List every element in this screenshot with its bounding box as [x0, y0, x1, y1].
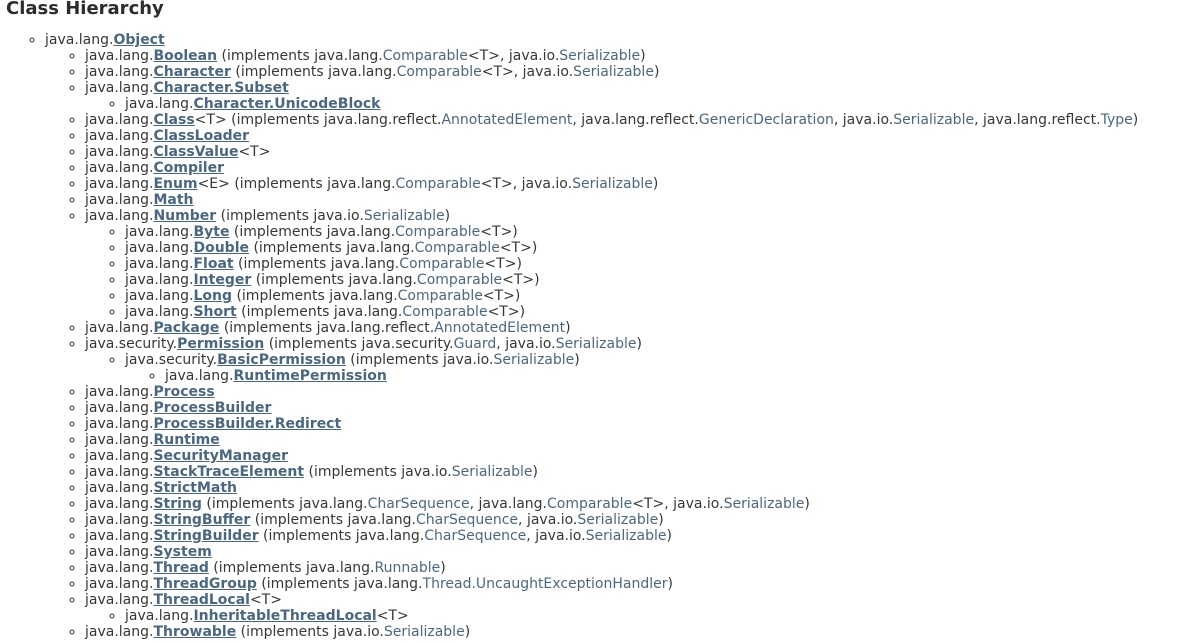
interface-package: java.io. — [521, 176, 573, 192]
package-name: java.lang. — [85, 448, 154, 464]
package-name: java.lang. — [85, 208, 154, 224]
class-link[interactable]: StrictMath — [153, 480, 237, 496]
class-link[interactable]: Thread — [153, 560, 209, 576]
package-name: java.lang. — [85, 384, 154, 400]
interface-package: java.lang.reflect. — [323, 112, 442, 128]
hierarchy-item — [85, 112, 1180, 128]
implements-label: (implements — [250, 512, 348, 528]
hierarchy-item — [125, 96, 1180, 112]
implements-close: ) — [444, 208, 451, 224]
type-parameter: <T> — [481, 64, 514, 80]
class-link[interactable]: Math — [153, 192, 194, 208]
class-link[interactable]: Package — [153, 320, 220, 336]
package-name: java.lang. — [85, 576, 154, 592]
interface-link[interactable]: Comparable — [402, 304, 488, 320]
separator: , — [518, 512, 527, 528]
interface-package: java.io. — [442, 352, 494, 368]
package-name: java.lang. — [85, 320, 154, 336]
implements-close: ) — [440, 560, 446, 576]
hierarchy-item — [125, 240, 1180, 256]
implements-label: (implements — [251, 272, 349, 288]
hierarchy-item — [125, 288, 1180, 304]
interface-link[interactable]: AnnotatedElement — [434, 320, 566, 336]
separator: , — [469, 496, 479, 512]
implements-close: ) — [658, 512, 664, 528]
implements-label: (implements — [217, 48, 315, 64]
implements-close: ) — [514, 288, 521, 304]
class-link[interactable]: Short — [193, 304, 237, 320]
implements-label: (implements — [201, 496, 300, 512]
interface-link[interactable]: Serializable — [383, 624, 465, 640]
class-link[interactable]: Enum — [153, 176, 198, 192]
hierarchy-item — [125, 304, 1180, 320]
separator: , — [512, 176, 522, 192]
class-link[interactable]: ProcessBuilder.Redirect — [153, 416, 342, 432]
interface-link[interactable]: Type — [1100, 112, 1133, 128]
class-link[interactable]: System — [153, 544, 212, 560]
interface-link[interactable]: Serializable — [493, 352, 575, 368]
hierarchy-list — [85, 224, 1180, 320]
hierarchy-item — [85, 512, 1180, 528]
hierarchy-list — [85, 608, 1180, 624]
interface-package: java.lang. — [348, 272, 417, 288]
class-link[interactable]: StringBuffer — [153, 512, 251, 528]
interface-package: java.lang. — [330, 256, 400, 272]
interface-link[interactable]: Comparable — [416, 272, 503, 288]
package-name: java.security. — [125, 352, 218, 368]
interface-link[interactable]: Comparable — [396, 64, 482, 80]
hierarchy-item — [85, 176, 1180, 192]
implements-label: (implements — [256, 576, 355, 592]
class-link[interactable]: ProcessBuilder — [153, 400, 272, 416]
implements-label: (implements — [229, 224, 327, 240]
package-name: java.lang. — [85, 560, 154, 576]
package-name: java.lang. — [85, 176, 154, 192]
implements-label: (implements — [258, 528, 356, 544]
interface-package: java.lang. — [306, 560, 375, 576]
class-link[interactable]: Integer — [193, 272, 252, 288]
implements-label: (implements — [216, 208, 314, 224]
implements-close: ) — [804, 496, 810, 512]
hierarchy-item — [85, 624, 1180, 640]
implements-label: (implements — [236, 624, 334, 640]
class-link[interactable]: Number — [153, 208, 217, 224]
class-link[interactable]: Float — [193, 256, 234, 272]
interface-package: java.lang.reflect. — [982, 112, 1101, 128]
interface-package: java.io. — [522, 64, 574, 80]
package-name: java.lang. — [85, 544, 154, 560]
class-link[interactable]: Character.Subset — [153, 80, 289, 96]
package-name: java.lang. — [85, 160, 154, 176]
type-parameter: <T> — [467, 48, 500, 64]
hierarchy-item — [125, 352, 1180, 384]
class-link[interactable]: Boolean — [153, 48, 218, 64]
hierarchy-item — [85, 448, 1180, 464]
type-parameter: <T> — [484, 256, 517, 272]
class-link[interactable]: BasicPermission — [217, 352, 346, 368]
class-link[interactable]: Character.UnicodeBlock — [193, 96, 381, 112]
package-name: java.lang. — [125, 272, 194, 288]
interface-link[interactable]: Comparable — [547, 496, 633, 512]
hierarchy-item — [125, 272, 1180, 288]
implements-close: ) — [636, 336, 642, 352]
implements-label: (implements — [219, 320, 317, 336]
implements-label: (implements — [345, 352, 443, 368]
class-link[interactable]: Throwable — [153, 624, 237, 640]
hierarchy-item — [45, 32, 1180, 640]
hierarchy-item — [85, 384, 1180, 400]
package-name: java.lang. — [165, 368, 234, 384]
interface-package: java.lang. — [346, 240, 415, 256]
package-name: java.lang. — [85, 192, 154, 208]
hierarchy-item — [85, 64, 1180, 80]
class-link[interactable]: String — [153, 496, 202, 512]
interface-package: java.io. — [333, 624, 384, 640]
class-link[interactable]: InheritableThreadLocal — [193, 608, 377, 624]
separator: , — [974, 112, 983, 128]
hierarchy-item — [85, 128, 1180, 144]
hierarchy-item — [85, 192, 1180, 208]
interface-link[interactable]: Comparable — [382, 48, 468, 64]
hierarchy-item — [85, 496, 1180, 512]
interface-link[interactable]: Serializable — [573, 64, 654, 80]
interface-link[interactable]: CharSequence — [367, 496, 470, 512]
hierarchy-list — [125, 368, 1180, 384]
package-name: java.lang. — [85, 464, 154, 480]
interface-link[interactable]: Serializable — [555, 336, 637, 352]
type-parameter: <T> — [482, 288, 515, 304]
interface-link[interactable]: Guard — [453, 336, 497, 352]
hierarchy-item — [85, 48, 1180, 64]
hierarchy-item — [85, 432, 1180, 448]
package-name: java.lang. — [85, 112, 154, 128]
class-link[interactable]: ClassValue — [153, 144, 239, 160]
interface-link[interactable]: Runnable — [374, 560, 441, 576]
class-link[interactable]: Process — [153, 384, 215, 400]
interface-link[interactable]: Serializable — [451, 464, 533, 480]
implements-close: ) — [1132, 112, 1139, 128]
type-parameter: <T> — [194, 112, 227, 128]
interface-package: java.lang. — [333, 304, 403, 320]
type-parameter: <T> — [480, 176, 513, 192]
type-parameter: <T> — [632, 496, 665, 512]
implements-label: (implements — [249, 240, 347, 256]
class-link[interactable]: Object — [113, 32, 165, 48]
implements-close: ) — [532, 464, 538, 480]
interface-package: java.lang. — [299, 496, 368, 512]
hierarchy-list — [85, 96, 1180, 112]
type-parameter: <T> — [376, 608, 409, 624]
hierarchy-item — [125, 256, 1180, 272]
class-link[interactable]: Byte — [193, 224, 230, 240]
separator: , — [526, 528, 536, 544]
interface-link[interactable]: Serializable — [893, 112, 975, 128]
hierarchy-item — [85, 592, 1180, 624]
implements-label: (implements — [304, 464, 402, 480]
interface-package: java.io. — [313, 208, 364, 224]
hierarchy-item — [85, 464, 1180, 480]
implements-label: (implements — [229, 176, 328, 192]
package-name: java.lang. — [125, 224, 194, 240]
interface-link[interactable]: Serializable — [723, 496, 805, 512]
implements-label: (implements — [236, 304, 334, 320]
interface-package: java.security. — [361, 336, 454, 352]
hierarchy-item — [85, 80, 1180, 112]
class-link[interactable]: Character — [153, 64, 231, 80]
hierarchy-item — [85, 208, 1180, 320]
class-link[interactable]: RuntimePermission — [233, 368, 387, 384]
interface-link[interactable]: CharSequence — [424, 528, 527, 544]
package-name: java.lang. — [125, 96, 194, 112]
interface-package: java.io. — [508, 48, 560, 64]
implements-label: (implements — [230, 64, 329, 80]
separator: , — [833, 112, 843, 128]
package-name: java.lang. — [125, 608, 194, 624]
interface-package: java.lang. — [329, 288, 398, 304]
package-name: java.lang. — [85, 128, 154, 144]
interface-package: java.io. — [505, 336, 556, 352]
implements-close: ) — [531, 240, 538, 256]
interface-package: java.io. — [673, 496, 724, 512]
package-name: java.lang. — [125, 288, 194, 304]
separator: , — [499, 48, 509, 64]
hierarchy-list — [45, 48, 1180, 640]
implements-close: ) — [565, 320, 571, 336]
class-link[interactable]: Runtime — [153, 432, 220, 448]
interface-package: java.lang. — [327, 176, 396, 192]
interface-package: java.lang.reflect. — [581, 112, 699, 128]
class-link[interactable]: Compiler — [153, 160, 224, 176]
package-name: java.lang. — [85, 144, 154, 160]
interface-link[interactable]: Comparable — [395, 224, 481, 240]
implements-label: (implements — [264, 336, 362, 352]
implements-close: ) — [516, 256, 522, 272]
hierarchy-item — [125, 608, 1180, 624]
package-name: java.lang. — [85, 64, 154, 80]
type-parameter: <T> — [499, 240, 532, 256]
interface-link[interactable]: Serializable — [363, 208, 445, 224]
implements-label: (implements — [232, 288, 330, 304]
implements-close: ) — [640, 48, 646, 64]
package-name: java.lang. — [125, 256, 194, 272]
interface-link[interactable]: CharSequence — [415, 512, 519, 528]
class-link[interactable]: ThreadGroup — [153, 576, 257, 592]
class-link[interactable]: Long — [193, 288, 232, 304]
hierarchy-item — [85, 560, 1180, 576]
class-link[interactable]: Class — [153, 112, 195, 128]
class-link[interactable]: StackTraceElement — [153, 464, 305, 480]
implements-close: ) — [534, 272, 540, 288]
interface-link[interactable]: Serializable — [559, 48, 641, 64]
package-name: java.lang. — [125, 304, 194, 320]
page-title: Class Hierarchy — [6, 0, 164, 19]
package-name: java.lang. — [85, 528, 154, 544]
hierarchy-list — [85, 352, 1180, 384]
type-parameter: <T> — [487, 304, 520, 320]
interface-package: java.lang. — [314, 48, 383, 64]
package-name: java.lang. — [85, 512, 154, 528]
type-parameter: <E> — [197, 176, 230, 192]
type-parameter: <T> — [238, 144, 271, 160]
interface-link[interactable]: Serializable — [572, 176, 653, 192]
class-link[interactable]: SecurityManager — [153, 448, 289, 464]
interface-package: java.io. — [526, 512, 578, 528]
implements-label: (implements — [226, 112, 324, 128]
class-link[interactable]: ClassLoader — [153, 128, 250, 144]
implements-close: ) — [519, 304, 526, 320]
hierarchy-list — [0, 32, 1180, 640]
type-parameter: <T> — [249, 592, 282, 608]
hierarchy-item — [85, 416, 1180, 432]
implements-close: ) — [667, 576, 673, 592]
interface-link[interactable]: GenericDeclaration — [698, 112, 834, 128]
interface-package: java.io. — [842, 112, 894, 128]
package-name: java.lang. — [85, 48, 154, 64]
implements-close: ) — [512, 224, 518, 240]
implements-label: (implements — [233, 256, 331, 272]
interface-package: java.io. — [535, 528, 586, 544]
interface-package: java.lang. — [347, 512, 416, 528]
package-name: java.lang. — [85, 416, 154, 432]
package-name: java.lang. — [85, 592, 154, 608]
interface-link[interactable]: Comparable — [397, 288, 483, 304]
class-link[interactable]: ThreadLocal — [153, 592, 250, 608]
implements-close: ) — [652, 176, 659, 192]
hierarchy-item — [85, 320, 1180, 336]
interface-package: java.lang. — [478, 496, 548, 512]
hierarchy-item — [85, 400, 1180, 416]
interface-link[interactable]: Serializable — [585, 528, 667, 544]
hierarchy-item — [85, 480, 1180, 496]
hierarchy-item — [85, 160, 1180, 176]
implements-close: ) — [574, 352, 580, 368]
interface-package: java.io. — [401, 464, 452, 480]
interface-package: java.lang. — [355, 528, 425, 544]
hierarchy-item — [85, 336, 1180, 384]
type-parameter: <T> — [480, 224, 513, 240]
package-name: java.lang. — [125, 240, 194, 256]
interface-link[interactable]: Thread.UncaughtExceptionHandler — [422, 576, 668, 592]
interface-link[interactable]: AnnotatedElement — [441, 112, 573, 128]
package-name: java.lang. — [85, 80, 154, 96]
package-name: java.lang. — [45, 32, 114, 48]
interface-link[interactable]: Comparable — [399, 256, 485, 272]
interface-package: java.lang.reflect. — [316, 320, 435, 336]
hierarchy-item — [85, 528, 1180, 544]
interface-package: java.lang. — [354, 576, 423, 592]
hierarchy-item — [85, 576, 1180, 592]
class-link[interactable]: Double — [193, 240, 249, 256]
hierarchy-item — [125, 224, 1180, 240]
interface-link[interactable]: Comparable — [414, 240, 500, 256]
interface-link[interactable]: Comparable — [395, 176, 481, 192]
separator: , — [664, 496, 674, 512]
class-link[interactable]: StringBuilder — [153, 528, 259, 544]
implements-close: ) — [464, 624, 471, 640]
separator: , — [496, 336, 506, 352]
package-name: java.security. — [85, 336, 178, 352]
package-name: java.lang. — [85, 400, 154, 416]
hierarchy-item — [165, 368, 1180, 384]
interface-link[interactable]: Serializable — [577, 512, 659, 528]
implements-close: ) — [666, 528, 672, 544]
interface-package: java.lang. — [326, 224, 396, 240]
interface-package: java.lang. — [328, 64, 397, 80]
class-hierarchy-tree — [0, 32, 1180, 640]
package-name: java.lang. — [85, 496, 154, 512]
implements-close: ) — [653, 64, 660, 80]
separator: , — [572, 112, 582, 128]
package-name: java.lang. — [85, 480, 154, 496]
hierarchy-item — [85, 144, 1180, 160]
type-parameter: <T> — [502, 272, 535, 288]
hierarchy-item — [85, 544, 1180, 560]
package-name: java.lang. — [85, 432, 154, 448]
class-link[interactable]: Permission — [177, 336, 265, 352]
package-name: java.lang. — [85, 624, 154, 640]
separator: , — [513, 64, 523, 80]
implements-label: (implements — [208, 560, 307, 576]
